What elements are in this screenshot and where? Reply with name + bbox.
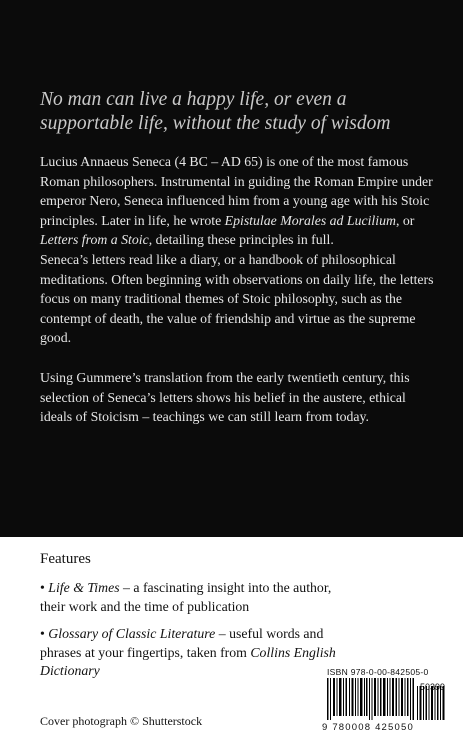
dictionary-title: Collins English Dictionary	[40, 644, 336, 678]
intro-paragraph	[40, 152, 440, 250]
back-cover-white-panel	[0, 537, 463, 750]
feature-desc: – useful words and phrases at your fingertips, taken from	[40, 626, 324, 660]
quote-line-2: supportable life, without the study of wisdom	[40, 113, 391, 134]
barcode-digits: 9 780008 425050	[322, 722, 414, 733]
intro-text-c: , detailing these principles in full.	[148, 232, 334, 247]
photo-credit: Cover photograph © Shutterstock	[40, 714, 203, 728]
intro-text-a: Lucius Annaeus Seneca (4 BC – AD 65) is one of the most famous Roman philosophers. Instrumental in guiding the Roman Empire under emperor Nero, Seneca influenced him from a young age with his Stoic principles. Later in life, he wrote	[40, 154, 433, 228]
epigraph-quote	[40, 88, 440, 136]
bullet-glyph: •	[40, 626, 45, 641]
features-heading: Features	[40, 551, 91, 567]
feature-name: Glossary of Classic Literature	[48, 626, 216, 641]
feature-item-glossary	[40, 625, 340, 681]
work-title-english: Letters from a Stoic	[40, 232, 149, 247]
work-title-latin: Epistulae Morales ad Lucilium	[224, 212, 396, 228]
barcode-icon	[327, 678, 447, 720]
quote-line-1: No man can live a happy life, or even a	[40, 89, 347, 110]
feature-desc: – a fascinating insight into the author, their work and the time of publication	[40, 580, 332, 614]
bullet-glyph: •	[40, 580, 45, 595]
intro-text-b: , or	[395, 212, 415, 228]
isbn-label: ISBN 978-0-00-842505-0	[327, 667, 429, 677]
feature-name: Life & Times	[48, 580, 120, 595]
translation-paragraph: Using Gummere’s translation from the early twentieth century, this selection of Seneca’s letters shows his belief in the austere, ethical ideals of Stoicism – teachings we can still learn from today.	[40, 370, 410, 424]
letters-paragraph: Seneca’s letters read like a diary, or a handbook of philosophical meditations. Often beginning with observations on daily life, the letters focus on many traditional themes of Stoic philosophy, such as the contempt of death, the value of friendship and virtue as the supreme good.	[40, 252, 434, 345]
feature-item-life-times	[40, 579, 340, 616]
